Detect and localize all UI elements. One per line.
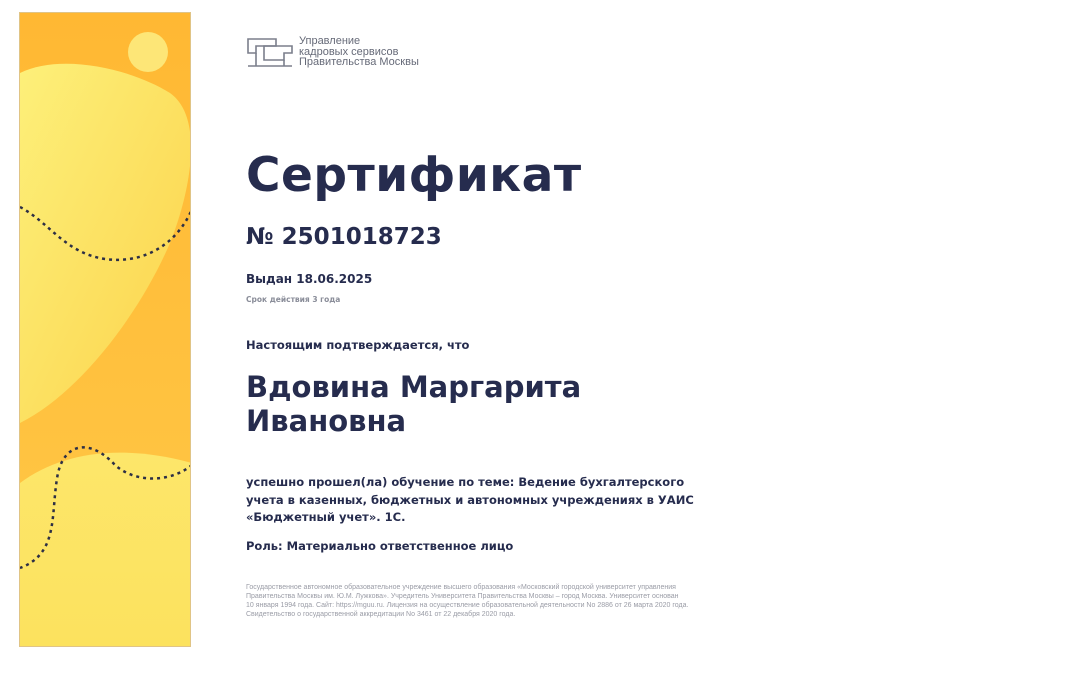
sun-circle [128,32,168,72]
legal-line-3: 10 января 1994 года. Сайт: https://mguu.ru. Лицензия на осуществление образовательной деятельности No 2886 от 26 марта 2020 года. [246,602,689,609]
wave-shape-bottom [20,453,191,647]
legal-notice [246,583,724,619]
logo-text [299,36,419,68]
certificate-title: Сертификат [246,148,582,203]
course-line-1: успешно прошел(ла) обучение по теме: Ведение бухгалтерского [246,475,685,489]
legal-line-4: Свидетельство о государственной аккредитации No 3461 от 22 декабря 2020 года. [246,611,516,618]
decorative-side-strip [19,12,191,647]
logo-line-1: Управление [299,35,361,47]
course-description [246,474,726,527]
organization-logo [246,36,419,68]
course-line-3: «Бюджетный учет». 1С. [246,510,406,524]
legal-line-1: Государственное автономное образовательное учреждение высшего образования «Московский городской университет управления [246,584,676,591]
validity-period: Срок действия 3 года [246,295,341,304]
recipient-role: Роль: Материально ответственное лицо [246,539,514,553]
decorative-waves-illustration [20,13,191,647]
recipient-name [246,370,666,438]
recipient-name-line-1: Вдовина Маргарита [246,370,582,404]
government-building-icon [246,36,294,68]
recipient-name-line-2: Ивановна [246,404,407,438]
logo-line-3: Правительства Москвы [299,56,419,68]
logo-line-2: кадровых сервисов [299,45,399,58]
course-line-2: учета в казенных, бюджетных и автономных учреждениях в УАИС [246,492,694,507]
confirmation-text: Настоящим подтверждается, что [246,338,470,352]
certificate-number: № 2501018723 [246,224,442,250]
legal-line-2: Правительства Москвы им. Ю.М. Лужкова». Учредитель Университета Правительства Москвы – город Москва. Университет основан [246,593,679,600]
issue-date: Выдан 18.06.2025 [246,272,373,286]
